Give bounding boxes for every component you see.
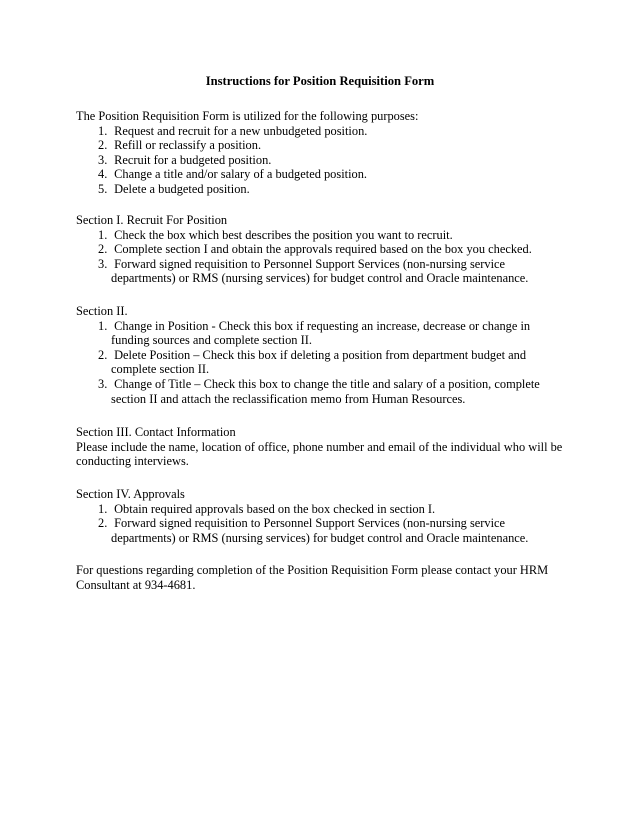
- list-item: [76, 182, 566, 197]
- list-item: [76, 153, 566, 168]
- purpose-list: [76, 124, 566, 197]
- section-4: [76, 487, 566, 545]
- list-item-text: Change a title and/or salary of a budgeted position.: [114, 167, 368, 182]
- list-item-number: 1.: [98, 123, 108, 138]
- section-3-heading: Section III. Contact Information: [76, 425, 236, 439]
- list-item-number: 2.: [98, 516, 108, 531]
- section-4-list: [76, 502, 566, 546]
- list-item-number: 4.: [98, 167, 108, 182]
- list-item-text: Refill or reclassify a position.: [114, 138, 262, 153]
- list-item-number: 2.: [98, 347, 108, 362]
- list-item-text: Check the box which best describes the position you want to recruit.: [114, 227, 453, 242]
- list-item-number: 3.: [98, 256, 108, 271]
- contact-note-text: For questions regarding completion of the Position Requisition Form please contact your HRM Consultant at 934-4681.: [76, 563, 549, 592]
- section-1: [76, 213, 566, 286]
- list-item: [76, 516, 566, 545]
- list-item-text: Change in Position - Check this box if requesting an increase, decrease or change in funding sources and complete section II.: [111, 318, 531, 348]
- list-item-text: Change of Title – Check this box to change the title and salary of a position, complete section II and attach the reclassification memo from Human Resources.: [111, 376, 540, 406]
- list-item: [76, 138, 566, 153]
- contact-note: [76, 563, 566, 592]
- page-title: Instructions for Position Requisition Form: [205, 74, 435, 88]
- list-item-number: 5.: [98, 181, 108, 196]
- list-item-text: Request and recruit for a new unbudgeted position.: [114, 123, 368, 138]
- list-item-text: Complete section I and obtain the approvals required based on the box you checked.: [114, 242, 532, 257]
- list-item-number: 3.: [98, 376, 108, 391]
- intro-text: The Position Requisition Form is utilized for the following purposes:: [76, 109, 419, 123]
- list-item-number: 1.: [98, 501, 108, 516]
- section-2-heading: Section II.: [76, 304, 128, 318]
- section-3-text: Please include the name, location of office, phone number and email of the individual who will be conducting interviews.: [76, 439, 563, 469]
- list-item-text: Delete Position – Check this box if deleting a position from department budget and complete section II.: [111, 347, 527, 377]
- section-2: [76, 304, 566, 406]
- list-item: [76, 124, 566, 139]
- list-item: [76, 242, 566, 257]
- list-item: [76, 257, 566, 286]
- list-item: [76, 502, 566, 517]
- section-2-list: [76, 319, 566, 407]
- list-item-number: 2.: [98, 242, 108, 257]
- section-1-list: [76, 228, 566, 286]
- list-item-text: Forward signed requisition to Personnel Support Services (non-nursing service departments) or RMS (nursing services) for budget control and Oracle maintenance.: [111, 516, 529, 545]
- list-item-number: 3.: [98, 152, 108, 167]
- section-1-heading: Section I. Recruit For Position: [76, 213, 228, 227]
- list-item: [76, 348, 566, 377]
- intro-section: [76, 109, 566, 197]
- list-item-text: Forward signed requisition to Personnel Support Services (non-nursing service departments) or RMS (nursing services) for budget control and Oracle maintenance.: [111, 256, 529, 286]
- list-item: [76, 228, 566, 243]
- list-item: [76, 319, 566, 348]
- list-item: [76, 377, 566, 406]
- list-item-text: Recruit for a budgeted position.: [114, 152, 272, 167]
- list-item-text: Obtain required approvals based on the box checked in section I.: [114, 501, 436, 516]
- list-item-number: 2.: [98, 138, 108, 153]
- list-item-text: Delete a budgeted position.: [114, 181, 250, 196]
- list-item: [76, 167, 566, 182]
- list-item-number: 1.: [98, 227, 108, 242]
- section-4-heading: Section IV. Approvals: [76, 487, 185, 501]
- section-3: [76, 425, 566, 469]
- list-item-number: 1.: [98, 318, 108, 333]
